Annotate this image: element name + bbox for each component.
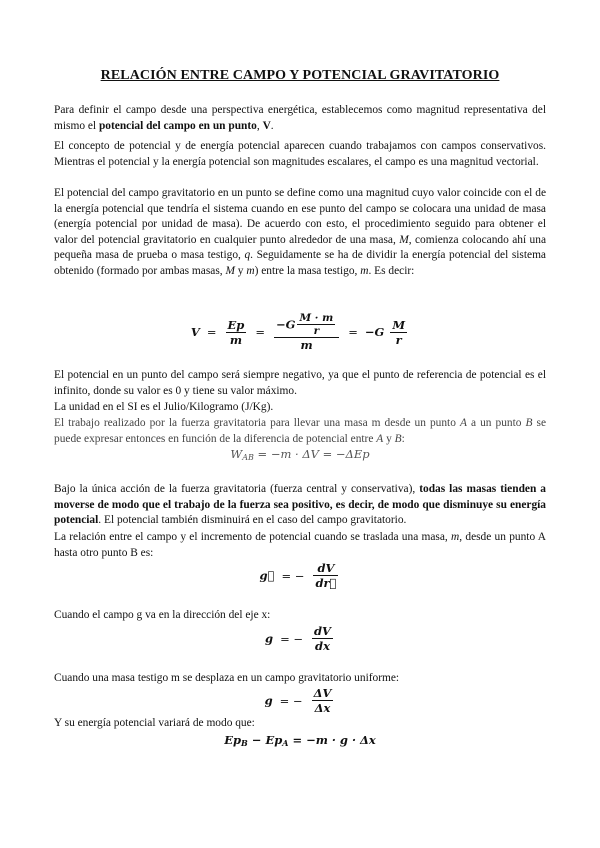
equation-energy-change [0, 733, 600, 748]
equation-field-uniform [0, 686, 600, 715]
paragraph-work [54, 416, 546, 447]
eq-op: = [348, 325, 358, 339]
text: a un punto [466, 417, 526, 429]
eq-op: = [206, 325, 217, 339]
text: . Seguidamente se ha de dividir la energía potencial del sistema obtenido (formado por ambas masas, [54, 249, 546, 277]
eq-op: = − [281, 568, 305, 583]
numerator: dV [313, 561, 338, 576]
text: , [256, 119, 263, 132]
eq-op: = − [280, 631, 303, 646]
bold-term: potencial del campo en un punto [98, 119, 257, 132]
fraction [312, 686, 334, 715]
bold-term: V [262, 119, 271, 132]
numerator: M [392, 317, 406, 332]
paragraph-energy-change: Y su energía potencial variará de modo que: [54, 717, 255, 729]
eq-subscript: A [282, 738, 289, 748]
equation-potential [0, 312, 600, 352]
paragraph-tendency [54, 482, 546, 529]
var: A [376, 432, 384, 445]
text: El potencial del campo gravitatorio en un punto se define como una magnitud cuyo valor coincide con el de la energía potencial que tendría el sistema cuando en ese punto del campo se colocara una unidad de masa (energía potencial por unidad de masa). De acuerdo con esto, el procedimiento seguido para obtener el valor del potencial gravitatorio en cualquier punto alrededor de una masa, [54, 187, 546, 246]
text: se puede expresar entonces en función de la diferencia de potencial entre [54, 417, 546, 445]
paragraph-intro [54, 103, 546, 134]
equation-work [0, 447, 600, 462]
denominator: dx [315, 639, 330, 653]
eq-symbol: − Ep [247, 733, 283, 747]
var: M [399, 233, 409, 246]
numerator: ΔV [313, 686, 332, 700]
bold-statement: todas las masas tienden a moverse de modo que el trabajo de la fuerza sea positivo, es decir, de modo que disminuye su energía potencial [54, 483, 546, 527]
paragraph-x-axis: Cuando el campo g va en la dirección del eje x: [54, 609, 271, 621]
text: y [383, 432, 395, 445]
denominator: m [229, 332, 243, 347]
numerator: M · m [299, 312, 334, 324]
text: : [401, 432, 405, 445]
numerator: Ep [227, 317, 245, 332]
eq-rhs: = −m · ΔV = −ΔEp [257, 447, 370, 461]
text: y [234, 264, 247, 277]
var: m [360, 264, 369, 277]
var: A [459, 417, 467, 429]
eq-symbol: Ep [224, 733, 242, 747]
paragraph-negative: El potencial en un punto del campo será siempre negativo, ya que el punto de referencia de potencial es el infinito, donde su valor es 0 y tiene su valor máximo. [54, 369, 546, 397]
text: , desde un punto A hasta otro punto B es: [54, 531, 547, 559]
denominator: m [300, 338, 313, 352]
var: q [244, 249, 251, 262]
fraction [226, 318, 247, 347]
equation-field-x [0, 624, 600, 653]
numerator: dV [314, 624, 331, 638]
fraction [312, 624, 333, 653]
var: m [246, 264, 255, 277]
eq-symbol: g [264, 693, 273, 708]
var: B [525, 417, 533, 429]
fraction [297, 312, 335, 337]
eq-op: = [255, 325, 265, 339]
text: Bajo la única acción de la fuerza gravitatoria (fuerza central y conservativa), [54, 483, 420, 495]
eq-op: = − [279, 693, 303, 708]
eq-subscript: B [241, 738, 248, 748]
eq-rhs: = −m · g · Δx [288, 733, 376, 747]
denominator: dr⃗ [315, 576, 337, 590]
paragraph-concepts: El concepto de potencial y de energía potencial aparecen cuando trabajamos con campos conservativos. Mientras el potencial y la energía potencial son magnitudes escalares, el campo es una magnitud vectorial. [54, 140, 546, 168]
text: La relación entre el campo y el incremento de potencial cuando se traslada una masa, [54, 531, 452, 543]
text: . El potencial también disminuirá en el caso del campo gravitatorio. [98, 514, 407, 527]
equation-field-gradient [0, 561, 600, 590]
fraction [274, 312, 339, 352]
denominator: r [395, 332, 402, 347]
eq-subscript: AB [242, 453, 254, 462]
text: . [270, 119, 274, 132]
paragraph-definition [54, 186, 546, 280]
var: B [394, 432, 402, 445]
eq-symbol: g [265, 631, 274, 646]
fraction [390, 318, 407, 347]
paragraph-unit: La unidad en el SI es el Julio/Kilogramo (J/Kg). [54, 401, 274, 413]
paragraph-relation [54, 530, 546, 561]
eq-prefix: −G [364, 325, 385, 339]
text: ) entre la masa testigo, [254, 264, 361, 277]
page-title: RELACIÓN ENTRE CAMPO Y POTENCIAL GRAVITATORIO [100, 68, 500, 83]
denominator: Δx [314, 701, 331, 715]
var: m [451, 531, 460, 543]
eq-symbol: W [230, 447, 243, 461]
denominator: r [313, 325, 320, 337]
text: El trabajo realizado por la fuerza gravitatoria para llevar una masa m desde un punto [54, 417, 460, 429]
text: Para definir el campo desde una perspectiva energética, establecemos como magnitud representativa del mismo el [54, 104, 546, 132]
eq-symbol: V [190, 325, 200, 339]
text: . Es decir: [368, 264, 415, 277]
paragraph-uniform: Cuando una masa testigo m se desplaza en un campo gravitatorio uniforme: [54, 672, 400, 684]
eq-prefix: −G [276, 317, 296, 332]
numerator [274, 312, 339, 338]
fraction [313, 561, 338, 590]
eq-symbol: g⃗ [259, 568, 275, 583]
var: M [225, 264, 235, 277]
text: , comienza colocando ahí una pequeña masa de prueba o masa testigo, [54, 233, 547, 262]
